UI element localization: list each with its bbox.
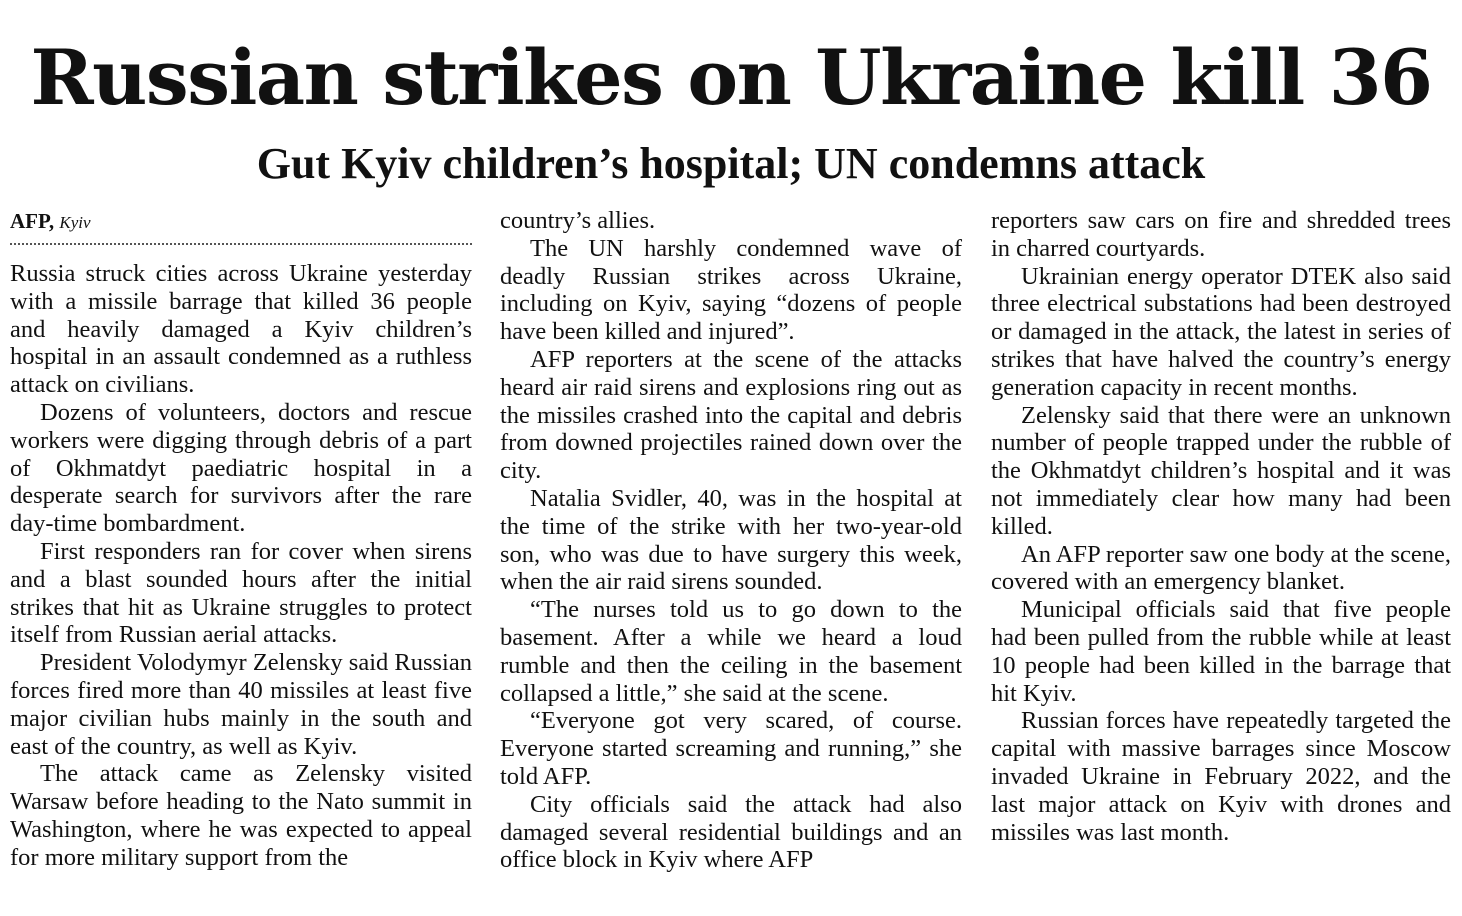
paragraph: reporters saw cars on fire and shredded trees in charred courtyards. (991, 207, 1451, 262)
paragraph: Russia struck cities across Ukraine yesterday with a missile barrage that killed 36 people and heavily damaged a Kyiv children’s hospital in an assault condemned as a ruthless attack on civilians. (10, 260, 472, 399)
article-column-3 (991, 207, 1451, 846)
article-column-2 (500, 207, 962, 874)
paragraph: City officials said the attack had also damaged several residential buildings and an office block in Kyiv where AFP (500, 790, 962, 874)
paragraph: Municipal officials said that five people had been pulled from the rubble while at least 10 people had been killed in the barrage that hit Kyiv. (991, 596, 1451, 707)
paragraph: “The nurses told us to go down to the basement. After a while we heard a loud rumble and then the ceiling in the basement collapsed a little,” she said at the scene. (500, 596, 962, 707)
byline (10, 207, 472, 245)
paragraph: President Volodymyr Zelensky said Russian forces fired more than 40 missiles at least five major civilian hubs mainly in the south and east of the country, as well as Kyiv. (10, 649, 472, 760)
paragraph: The attack came as Zelensky visited Warsaw before heading to the Nato summit in Washington, where he was expected to appeal for more military support from the (10, 760, 472, 871)
paragraph: Dozens of volunteers, doctors and rescue workers were digging through debris of a part of Okhmatdyt paediatric hospital in a desperate search for survivors after the rare day-time bombardment. (10, 398, 472, 538)
paragraph: Russian forces have repeatedly targeted the capital with massive barrages since Moscow invaded Ukraine in February 2022, and the last major attack on Kyiv with drones and missiles was last month. (991, 707, 1451, 846)
article-column-1 (10, 260, 472, 872)
paragraph: AFP reporters at the scene of the attacks heard air raid sirens and explosions ring out as the missiles crashed into the capital and debris from downed projectiles rained down over the city. (500, 345, 962, 485)
paragraph: Ukrainian energy operator DTEK also said three electrical substations had been destroyed or damaged in the attack, the latest in series of strikes that have halved the country’s energy generation capacity in recent months. (991, 262, 1451, 401)
paragraph: country’s allies. (500, 207, 656, 234)
byline-agency: AFP, (10, 209, 55, 233)
paragraph: The UN harshly condemned wave of deadly Russian strikes across Ukraine, including on Kyiv, saying “dozens of people have been killed and injured”. (500, 234, 962, 346)
paragraph: Natalia Svidler, 40, was in the hospital at the time of the strike with her two-year-old son, who was due to have surgery this week, when the air raid sirens sounded. (500, 484, 962, 596)
paragraph: “Everyone got very scared, of course. Everyone started screaming and running,” she told AFP. (500, 707, 962, 790)
subheadline: Gut Kyiv children’s hospital; UN condemns attack (256, 139, 1206, 188)
paragraph: Zelensky said that there were an unknown number of people trapped under the rubble of the Okhmatdyt children’s hospital and it was not immediately clear how many had been killed. (991, 401, 1451, 540)
paragraph: First responders ran for cover when sirens and a blast sounded hours after the initial strikes that hit as Ukraine struggles to protect itself from Russian aerial attacks. (10, 537, 472, 649)
headline: Russian strikes on Ukraine kill 36 (30, 33, 1432, 122)
paragraph: An AFP reporter saw one body at the scene, covered with an emergency blanket. (991, 540, 1451, 596)
byline-location: Kyiv (59, 213, 91, 232)
